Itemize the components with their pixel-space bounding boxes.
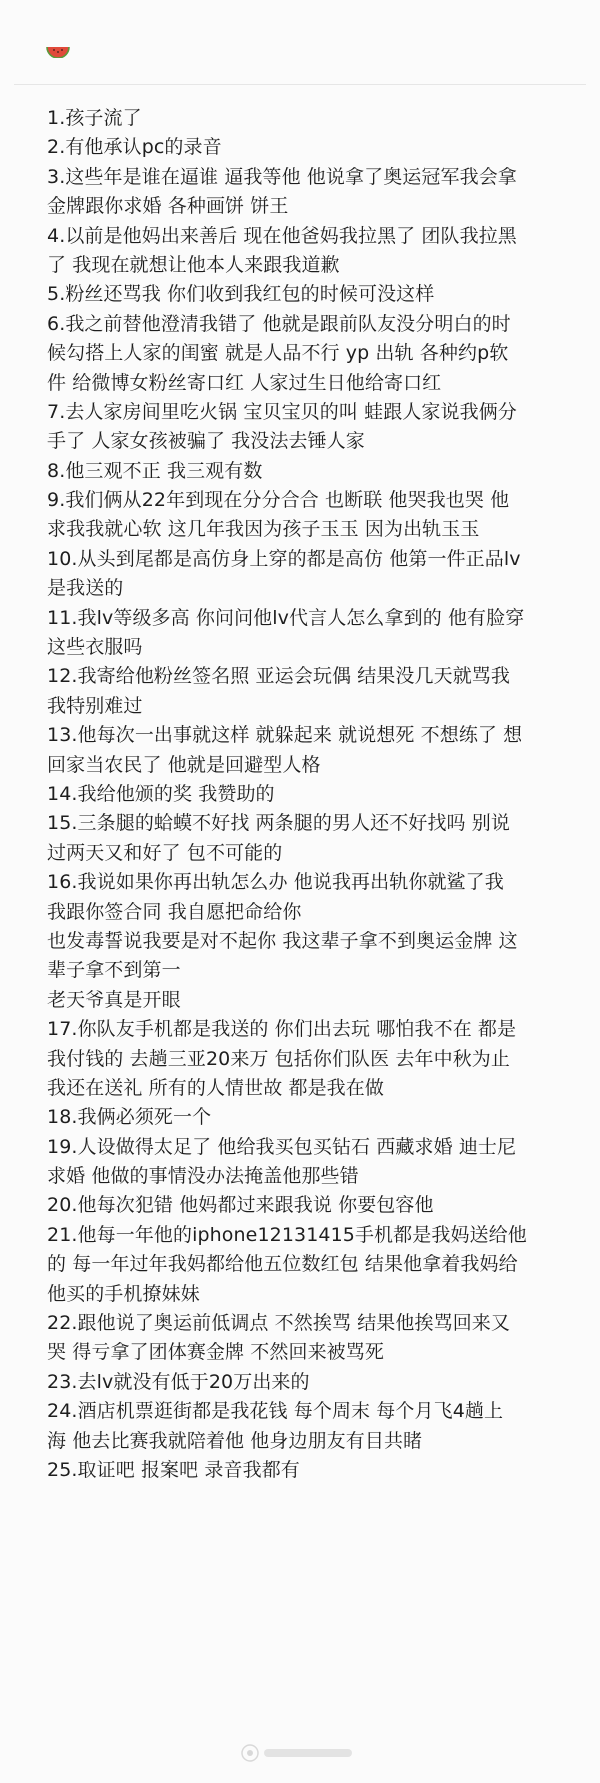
text-line: 12.我寄给他粉丝签名照 亚运会玩偶 结果没几天就骂我	[47, 665, 510, 688]
text-line: 1.孩子流了	[47, 107, 142, 129]
text-line: 我跟你签合同 我自愿把命给你	[47, 900, 302, 923]
text-line: 候勾搭上人家的闺蜜 就是人品不行 yp 出轨 各种约p软	[47, 342, 509, 365]
text-line: 24.酒店机票逛街都是我花钱 每个周末 每个月飞4趟上	[47, 1400, 504, 1423]
text-line: 手了 人家女孩被骗了 我没法去锤人家	[47, 430, 365, 453]
text-line: 的 每一年过年我妈都给他五位数红包 结果他拿着我妈给	[47, 1253, 518, 1276]
text-line: 回家当农民了 他就是回避型人格	[47, 753, 321, 776]
text-line: 21.他每一年他的iphone12131415手机都是我妈送给他	[47, 1223, 527, 1246]
text-line: 17.你队友手机都是我送的 你们出去玩 哪怕我不在 都是	[47, 1018, 517, 1041]
text-line: 4.以前是他妈出来善后 现在他爸妈我拉黑了 团队我拉黑	[47, 224, 517, 247]
text-line: 件 给微博女粉丝寄口红 人家过生日他给寄口红	[47, 371, 442, 394]
text-line: 了 我现在就想让他本人来跟我道歉	[47, 253, 340, 276]
text-line: 9.我们俩从22年到现在分分合合 也断联 他哭我也哭 他	[47, 489, 510, 512]
text-line: 老天爷真是开眼	[47, 988, 181, 1011]
text-line: 我特别难过	[47, 694, 143, 717]
text-line: 我还在送礼 所有的人情世故 都是我在做	[47, 1076, 384, 1099]
text-line: 也发毒誓说我要是对不起你 我这辈子拿不到奥运金牌 这	[47, 929, 518, 952]
text-line: 19.人设做得太足了 他给我买包买钻石 西藏求婚 迪士尼	[47, 1135, 517, 1158]
header-divider	[14, 84, 586, 85]
header	[0, 0, 600, 86]
text-line: 7.去人家房间里吃火锅 宝贝宝贝的叫 蛙跟人家说我俩分	[47, 400, 517, 423]
text-line: 16.我说如果你再出轨怎么办 他说我再出轨你就鲨了我	[47, 871, 504, 894]
text-line: 我付钱的 去趟三亚20来万 包括你们队医 去年中秋为止	[47, 1047, 510, 1070]
text-line: 3.这些年是谁在逼谁 逼我等他 他说拿了奥运冠军我会拿	[47, 165, 517, 188]
text-line: 过两天又和好了 包不可能的	[47, 841, 283, 864]
text-line: 是我送的	[47, 577, 124, 600]
watermelon-icon	[46, 44, 70, 58]
text-line: 求婚 他做的事情没办法掩盖他那些错	[47, 1165, 359, 1188]
text-line: 金牌跟你求婚 各种画饼 饼王	[47, 195, 289, 218]
text-line: 5.粉丝还骂我 你们收到我红包的时候可没这样	[47, 283, 435, 306]
text-line: 25.取证吧 报案吧 录音我都有	[47, 1458, 300, 1481]
text-line: 哭 得亏拿了团体赛金牌 不然回来被骂死	[47, 1341, 384, 1364]
text-line: 海 他去比赛我就陪着他 他身边朋友有目共睹	[47, 1429, 423, 1452]
text-line: 18.我俩必须死一个	[47, 1106, 212, 1129]
text-line: 15.三条腿的蛤蟆不好找 两条腿的男人还不好找吗 别说	[47, 812, 510, 835]
text-line: 11.我lv等级多高 你问问他lv代言人怎么拿到的 他有脸穿	[47, 606, 525, 629]
text-line: 20.他每次犯错 他妈都过来跟我说 你要包容他	[47, 1194, 434, 1217]
text-line: 22.跟他说了奥运前低调点 不然挨骂 结果他挨骂回来又	[47, 1312, 510, 1335]
text-line: 2.有他承认pc的录音	[47, 136, 222, 159]
text-line: 6.我之前替他澄清我错了 他就是跟前队友没分明白的时	[47, 312, 511, 335]
text-line: 求我我就心软 这几年我因为孩子玉玉 因为出轨玉玉	[47, 518, 480, 541]
text-line: 这些衣服吗	[47, 636, 143, 659]
text-line: 13.他每次一出事就这样 就躲起来 就说想死 不想练了 想	[47, 724, 523, 747]
post-content	[47, 104, 577, 1485]
text-line: 他买的手机撩妹妹	[47, 1282, 200, 1305]
text-line: 辈子拿不到第一	[47, 959, 181, 982]
text-line: 10.从头到尾都是高仿身上穿的都是高仿 他第一件正品lv	[47, 547, 521, 570]
watermark-icon	[240, 1742, 360, 1764]
text-line: 23.去lv就没有低于20万出来的	[47, 1370, 310, 1393]
text-line: 8.他三观不正 我三观有数	[47, 459, 263, 482]
text-line: 14.我给他颁的奖 我赞助的	[47, 782, 275, 805]
